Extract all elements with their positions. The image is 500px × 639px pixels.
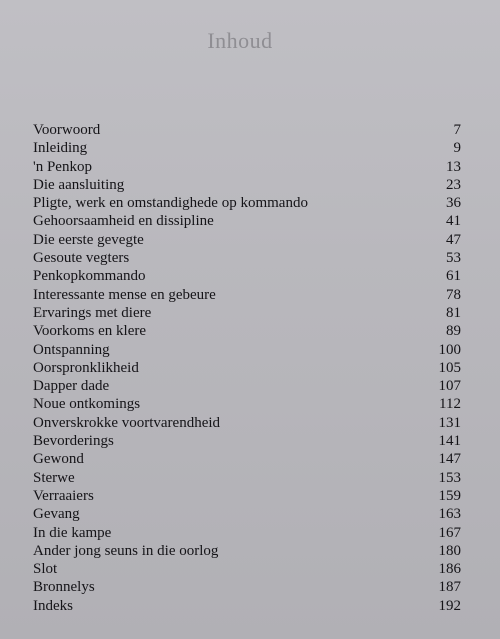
toc-entry [33, 194, 461, 212]
toc-entry [33, 542, 461, 560]
toc-entry-page: 53 [446, 250, 461, 267]
toc-entry [33, 524, 461, 542]
toc-entry-title: Ander jong seuns in die oorlog [33, 542, 219, 559]
toc-entry-title: Gewond [33, 451, 84, 468]
toc-entry-page: 107 [438, 378, 461, 395]
toc-entry [33, 212, 461, 230]
toc-entry [33, 450, 461, 468]
toc-entry-title: Slot [33, 561, 58, 578]
toc-entry [33, 304, 461, 322]
toc-entry-title: Gevang [33, 506, 80, 523]
toc-entry-title: Die eerste gevegte [33, 231, 144, 248]
toc-entry-page: 186 [438, 561, 461, 578]
toc-entry-page: 163 [438, 506, 461, 523]
toc-entry [33, 578, 461, 596]
toc-entry [33, 487, 461, 505]
toc-entry [33, 597, 461, 615]
toc-entry-page: 147 [438, 451, 461, 468]
toc-entry-title: Sterwe [33, 469, 75, 486]
toc-entry-page: 180 [438, 542, 461, 559]
toc-entry-title: Ervarings met diere [33, 304, 152, 321]
toc-entry [33, 359, 461, 377]
toc-entry-page: 9 [453, 140, 461, 157]
toc-entry-page: 13 [446, 158, 461, 175]
toc-entry-title: Interessante mense en gebeure [33, 286, 216, 303]
toc-entry-title: Ontspanning [33, 341, 110, 358]
toc-entry-page: 187 [438, 579, 461, 596]
toc-entry-title: Gesoute vegters [33, 250, 130, 267]
toc-entry-title: Die aansluiting [33, 176, 125, 193]
toc-entry-page: 89 [446, 323, 461, 340]
toc-entry [33, 469, 461, 487]
toc-entry-title: Bevorderings [33, 433, 114, 450]
toc-entry [33, 176, 461, 194]
toc-entry-title: Bronnelys [33, 579, 95, 596]
toc-entry-page: 78 [446, 286, 461, 303]
toc-entry [33, 139, 461, 157]
toc-entry-page: 192 [438, 597, 461, 614]
toc-entry-page: 36 [446, 195, 461, 212]
toc-entry [33, 560, 461, 578]
toc-entry [33, 231, 461, 249]
toc-entry [33, 286, 461, 304]
toc-entry-title: Pligte, werk en omstandighede op kommando [33, 195, 308, 212]
toc-entry-title: Voorkoms en klere [33, 323, 147, 340]
toc-entry-page: 153 [438, 469, 461, 486]
toc-entry [33, 158, 461, 176]
page-title: Inhoud [207, 28, 273, 53]
toc-entry-title: Oorspronklikheid [33, 359, 139, 376]
toc-entry [33, 341, 461, 359]
toc-entry [33, 432, 461, 450]
toc-entry [33, 505, 461, 523]
toc-entry-page: 159 [438, 487, 461, 504]
toc-entry-title: In die kampe [33, 524, 112, 541]
table-of-contents [33, 121, 461, 615]
toc-entry-title: Dapper dade [33, 378, 110, 395]
toc-entry-page: 41 [446, 213, 461, 230]
toc-entry [33, 377, 461, 395]
toc-entry-title: Onverskrokke voortvarendheid [33, 414, 221, 431]
toc-entry-page: 112 [439, 396, 461, 413]
toc-entry [33, 267, 461, 285]
toc-entry-title: Voorwoord [33, 122, 101, 138]
toc-entry-page: 81 [446, 304, 461, 321]
toc-entry-page: 131 [438, 414, 461, 431]
toc-entry [33, 322, 461, 340]
toc-entry-title: Indeks [33, 597, 73, 614]
toc-entry [33, 249, 461, 267]
toc-entry-page: 141 [438, 433, 461, 450]
toc-entry-title: 'n Penkop [33, 158, 92, 175]
toc-entry-title: Inleiding [33, 140, 88, 157]
toc-entry-page: 100 [438, 341, 461, 358]
toc-entry [33, 414, 461, 432]
toc-entry-page: 47 [446, 231, 461, 248]
toc-entry-page: 23 [446, 176, 461, 193]
toc-entry-title: Noue ontkomings [33, 396, 141, 413]
toc-entry [33, 121, 461, 139]
toc-entry-title: Gehoorsaamheid en dissipline [33, 213, 214, 230]
toc-entry-title: Penkopkommando [33, 268, 146, 285]
toc-entry [33, 395, 461, 413]
toc-entry-page: 105 [438, 359, 461, 376]
toc-entry-page: 7 [453, 122, 461, 138]
toc-entry-page: 167 [438, 524, 461, 541]
toc-entry-page: 61 [446, 268, 461, 285]
toc-entry-title: Verraaiers [33, 487, 94, 504]
